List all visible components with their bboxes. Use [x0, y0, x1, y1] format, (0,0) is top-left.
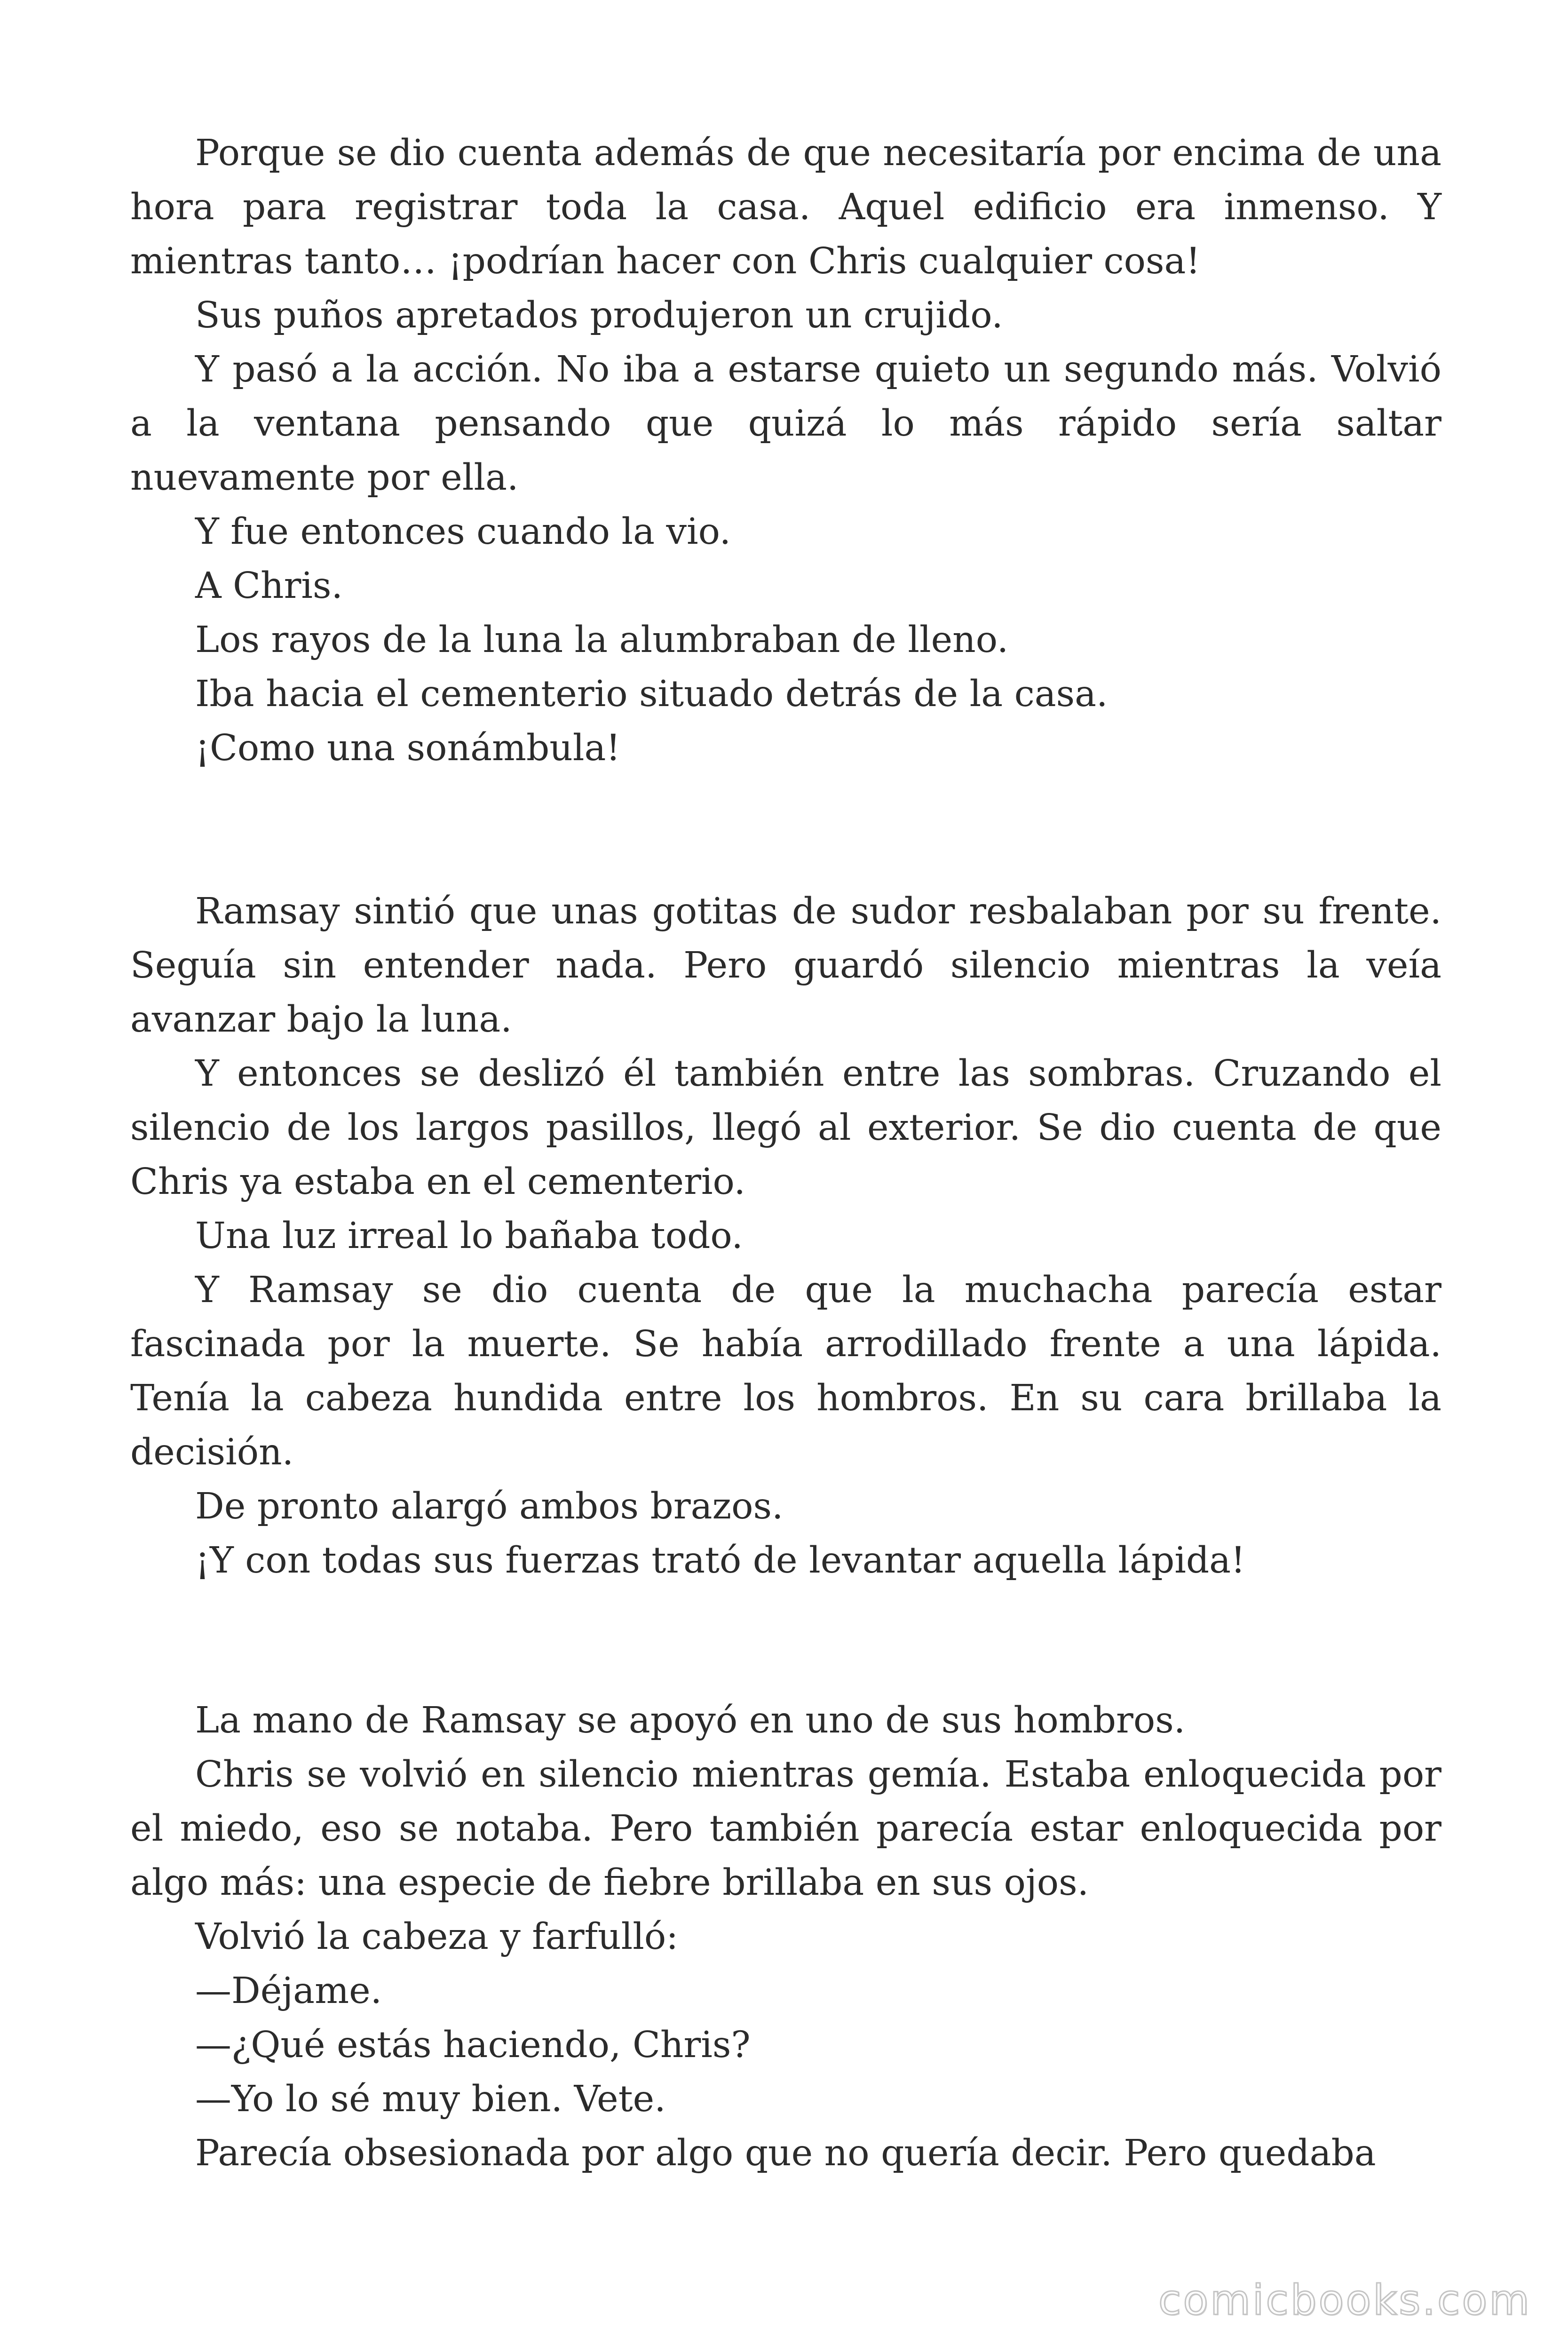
text-section-1 [130, 126, 1441, 775]
paragraph: Los rayos de la luna la alumbraban de lleno. [195, 619, 1009, 661]
paragraph: ¡Y con todas sus fuerzas trató de levantar aquella lápida! [195, 1540, 1245, 1581]
paragraph: Y Ramsay se dio cuenta de que la muchacha parecía estar fascinada por la muerte. Se había arrodillado frente a una lápida. Tenía la cabeza hundida entre los hombros. En su cara brillaba la decisión. [130, 1269, 1441, 1473]
paragraph: Parecía obsesionada por algo que no quería decir. Pero quedaba [195, 2132, 1376, 2174]
paragraph: De pronto alargó ambos brazos. [195, 1486, 784, 1527]
paragraph: Una luz irreal lo bañaba todo. [195, 1215, 743, 1257]
paragraph: Volvió la cabeza y farfulló: [195, 1916, 679, 1958]
paragraph: —¿Qué estás haciendo, Chris? [195, 2024, 751, 2066]
paragraph: Chris se volvió en silencio mientras gemía. Estaba enloquecida por el miedo, eso se notaba. Pero también parecía estar enloquecida por algo más: una especie de fiebre brillaba en sus ojos. [130, 1754, 1441, 1904]
paragraph: Sus puños apretados produjeron un crujido. [195, 294, 1003, 336]
paragraph: ¡Como una sonámbula! [195, 727, 621, 769]
text-section-3 [130, 1693, 1441, 2180]
paragraph: Iba hacia el cementerio situado detrás de la casa. [195, 673, 1108, 715]
watermark: comicbooks.com [1158, 2276, 1531, 2324]
paragraph: Y pasó a la acción. No iba a estarse quieto un segundo más. Volvió a la ventana pensando que quizá lo más rápido sería saltar nuevamente por ella. [130, 349, 1441, 499]
paragraph: Porque se dio cuenta además de que necesitaría por encima de una hora para registrar toda la casa. Aquel edificio era inmenso. Y mientras tanto… ¡podrían hacer con Chris cualquier cosa! [130, 132, 1441, 282]
paragraph: —Yo lo sé muy bien. Vete. [195, 2078, 666, 2120]
paragraph: Ramsay sintió que unas gotitas de sudor resbalaban por su frente. Seguía sin entender nada. Pero guardó silencio mientras la veía avanzar bajo la luna. [130, 890, 1441, 1041]
paragraph: Y entonces se deslizó él también entre las sombras. Cruzando el silencio de los largos pasillos, llegó al exterior. Se dio cuenta de que Chris ya estaba en el cementerio. [130, 1053, 1441, 1203]
paragraph: Y fue entonces cuando la vio. [195, 511, 731, 553]
paragraph: La mano de Ramsay se apoyó en uno de sus hombros. [195, 1700, 1186, 1741]
text-section-2 [130, 884, 1441, 1588]
paragraph: A Chris. [195, 565, 343, 607]
paragraph: —Déjame. [195, 1970, 382, 2012]
